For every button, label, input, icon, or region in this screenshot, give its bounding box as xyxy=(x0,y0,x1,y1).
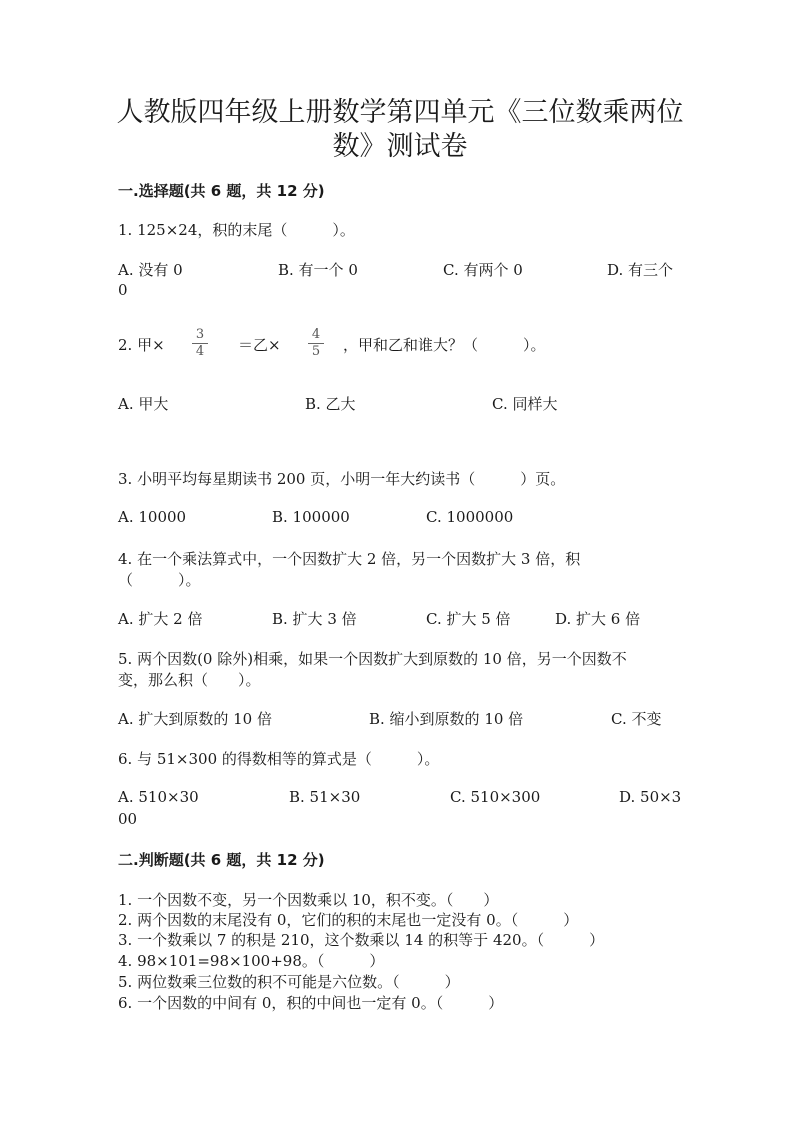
fraction-four-fifths xyxy=(308,327,324,360)
document-title-line-2: 数》测试卷 xyxy=(332,131,468,162)
question-6-option-d: D. 50×3 xyxy=(619,788,682,806)
question-2-prefix: 2. 甲× xyxy=(118,336,165,354)
document-title-line-1: 人教版四年级上册数学第四单元《三位数乘两位 xyxy=(116,97,684,128)
question-5-stem-wrap: 变，那么积（ ）。 xyxy=(118,671,261,689)
question-4-option-c: C. 扩大 5 倍 xyxy=(426,610,511,628)
fraction-1-denominator: 4 xyxy=(195,344,205,359)
question-2-middle: ＝乙× xyxy=(238,336,281,354)
question-4-stem-wrap: （ ）。 xyxy=(118,571,201,589)
judgment-item-5: 5. 两位数乘三位数的积不可能是六位数。（ ） xyxy=(118,973,460,991)
question-3-option-c: C. 1000000 xyxy=(426,508,514,526)
question-5-stem: 5. 两个因数(0 除外)相乘，如果一个因数扩大到原数的 10 倍，另一个因数不 xyxy=(118,650,627,668)
section-2-heading: 二.判断题(共 6 题，共 12 分) xyxy=(118,851,325,869)
question-6-option-d-wrap: 00 xyxy=(118,810,138,828)
judgment-item-1: 1. 一个因数不变，另一个因数乘以 10，积不变。（ ） xyxy=(118,891,499,909)
section-1-heading: 一.选择题(共 6 题，共 12 分) xyxy=(118,182,325,200)
question-1-option-a: A. 没有 0 xyxy=(118,261,183,279)
question-4-option-b: B. 扩大 3 倍 xyxy=(272,610,357,628)
fraction-2-denominator: 5 xyxy=(311,344,321,359)
question-6-option-c: C. 510×300 xyxy=(450,788,541,806)
question-3-option-a: A. 10000 xyxy=(118,508,187,526)
question-2-option-b: B. 乙大 xyxy=(305,395,356,413)
judgment-item-3: 3. 一个数乘以 7 的积是 210，这个数乘以 14 的积等于 420。（ ） xyxy=(118,931,605,949)
fraction-1-numerator: 3 xyxy=(192,327,208,344)
question-3-stem: 3. 小明平均每星期读书 200 页，小明一年大约读书（ ）页。 xyxy=(118,470,566,488)
question-5-option-c: C. 不变 xyxy=(611,710,662,728)
question-2-suffix: ，甲和乙和谁大？（ ）。 xyxy=(343,336,546,354)
judgment-item-6: 6. 一个因数的中间有 0，积的中间也一定有 0。（ ） xyxy=(118,994,504,1012)
question-2-option-c: C. 同样大 xyxy=(492,395,558,413)
judgment-item-2: 2. 两个因数的末尾没有 0，它们的积的末尾也一定没有 0。（ ） xyxy=(118,911,579,929)
question-2-option-a: A. 甲大 xyxy=(118,395,169,413)
judgment-item-4: 4. 98×101=98×100+98。（ ） xyxy=(118,952,385,970)
question-4-stem: 4. 在一个乘法算式中，一个因数扩大 2 倍，另一个因数扩大 3 倍，积 xyxy=(118,550,581,568)
question-1-option-d: D. 有三个 xyxy=(607,261,674,279)
question-5-option-a: A. 扩大到原数的 10 倍 xyxy=(118,710,272,728)
fraction-2-numerator: 4 xyxy=(308,327,324,344)
question-4-option-d: D. 扩大 6 倍 xyxy=(555,610,641,628)
question-6-option-a: A. 510×30 xyxy=(118,788,199,806)
question-1-option-c: C. 有两个 0 xyxy=(443,261,523,279)
question-1-option-d-wrap: 0 xyxy=(118,281,128,299)
question-5-option-b: B. 缩小到原数的 10 倍 xyxy=(369,710,524,728)
question-3-option-b: B. 100000 xyxy=(272,508,350,526)
fraction-three-quarters xyxy=(192,327,208,360)
question-6-option-b: B. 51×30 xyxy=(289,788,361,806)
question-1-stem: 1. 125×24，积的末尾（ ）。 xyxy=(118,221,355,239)
question-4-option-a: A. 扩大 2 倍 xyxy=(118,610,203,628)
question-6-stem: 6. 与 51×300 的得数相等的算式是（ ）。 xyxy=(118,750,440,768)
question-1-option-b: B. 有一个 0 xyxy=(278,261,358,279)
